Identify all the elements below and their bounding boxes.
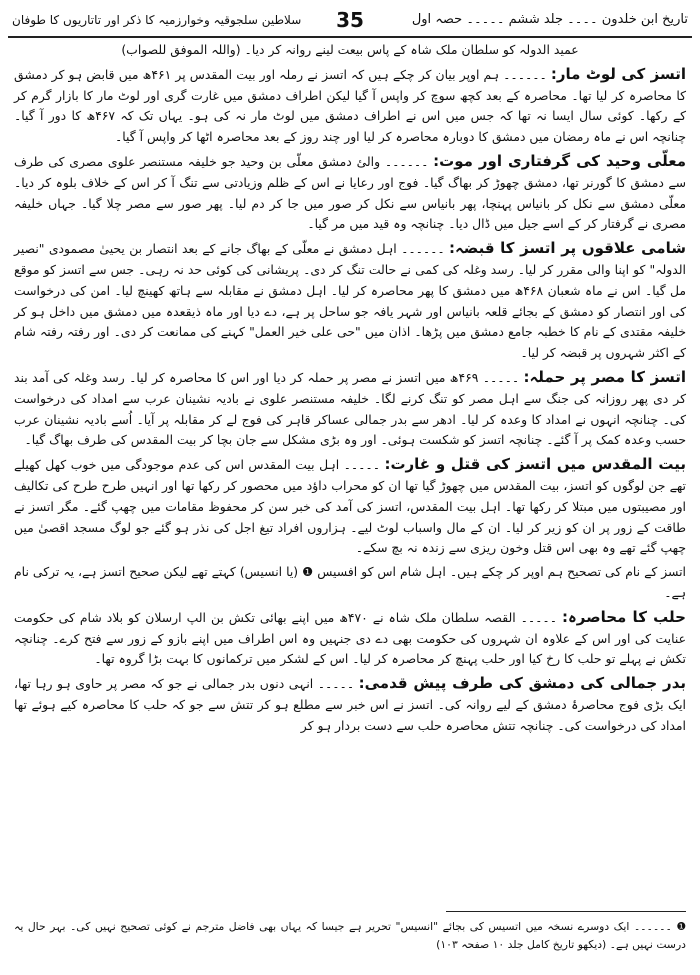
section-heading: بیت المقدس میں اتسز کی قتل و غارت:	[384, 455, 686, 474]
section-heading: اتسز کی لوٹ مار:	[550, 64, 687, 83]
page-header	[8, 8, 692, 34]
section-paragraph	[14, 607, 686, 670]
section-heading: معلّی وحید کی گرفتاری اور موت:	[433, 151, 686, 170]
chapter-title: سلاطین سلجوقیہ وخوارزمیہ کا ذکر اور تاتاریوں کا طوفان	[12, 13, 302, 27]
page-content	[8, 38, 692, 737]
section-body: ۔۔۔۔۔ ۴۶۹ھ میں اتسز نے مصر پر حملہ کر دیا اور اس کا محاصرہ کر لیا۔ رسد وغلہ کی آمد بند کر دی پھر روزانہ کی جنگ سے اہل مصر کو تنگ کرنے لگا۔ خلیفہ مستنصر علوی نے بادیہ نشینان عرب سے امداد کی درخواست کی۔ چنانچہ انہوں نے امداد کا وعدہ کر لیا۔ ادھر سے بدر جمالی عساکر قاہر کی فوج لے کر مقابلہ پر آیا۔ اُسے بادیہ نشینان عرب حسب وعدہ کمک پر آ گئے۔ چنانچہ اتسز کو شکست ہوئی۔ اور وہ بڑی مشکل سے جان بچا کر بیت المقدس کی طرف بھاگ گیا۔	[14, 369, 686, 448]
section-body: ۔۔۔۔۔ انہی دنوں بدر جمالی نے جو کہ مصر پر حاوی ہو رہا تھا، ایک بڑی فوج محاصرۂ دمشق کے لیے روانہ کی۔ اتسز نے اس خبر سے مطلع ہو کر تتش سے جو کہ حلب کا محاصرہ کیے ہوئے تھا امداد کی درخواست کی۔ چنانچہ تتش محاصرہ حلب سے دست بردار ہو کر	[14, 676, 686, 733]
section-paragraph	[14, 64, 686, 148]
section-paragraph	[14, 238, 686, 364]
section-paragraph	[14, 151, 686, 235]
section-body: ۔۔۔۔۔ اہل بیت المقدس اس کی عدم موجودگی میں خوب کھل کھیلے تھے جن لوگوں کو اتسز، بیت المقدس میں چھوڑ گیا تھا ان کو محراب داؤد میں محصور کر رکھا تھا اور انہیں طرح طرح کی تکالیف اور مصیبتوں میں مبتلا کر رکھا تھا۔ اہل بیت المقدس، اتسز کی آمد کی خبر سن کر محفوظ مقامات میں چھپ گئے۔ مگر اتسز نے طاقت کے زور پر ان کو زیر کر لیا۔ ان کے مال واسباب لوٹ لیے۔ ہزاروں افراد تیغ اجل کی نذر ہو گئے جو لوگ مسجد اقصیٰ میں چھپ گئے تھے وہ بھی اس قتل وخون ریزی سے زندہ نہ بچ سکے۔	[14, 457, 686, 556]
footnote-rule	[446, 911, 686, 912]
name-note: اتسز کے نام کی تصحیح ہم اوپر کر چکے ہیں۔ اہل شام اس کو افسیس ❶ (یا انسیس) کہتے تھے لیکن صحیح اتسز ہے، یہ ترکی نام ہے۔	[14, 564, 686, 600]
book-page	[8, 8, 692, 968]
section-body: ۔۔۔۔۔ القصہ سلطان ملک شاہ نے ۴۷۰ھ میں اپنے بھائی تکش بن الپ ارسلان کو بلاد شام کی حکومت عنایت کی اور اس کے علاوہ ان شہروں کی حکومت بھی دے دی جنہیں وہ اس اطراف میں اپنے بازو کے زور سے فتح کرے۔ چنانچہ تکش نے پہلے تو حلب کا رخ کیا اور حلب پہنچ کر محاصرہ کر لیا۔ اس کے لشکر میں ترکمانوں کا بہت بڑا گروہ تھا۔	[14, 609, 686, 667]
intro-line: عمید الدولہ کو سلطان ملک شاہ کے پاس بیعت لینے روانہ کر دیا۔ (واللہ الموفق للصواب)	[121, 42, 579, 57]
section-body: ۔۔۔۔۔۔ والئ دمشق معلّی بن وحید جو خلیفہ مستنصر علوی مصری کی طرف سے دمشق کا گورنر تھا، دمشق چھوڑ کر بھاگ گیا۔ فوج اور رعایا نے اس کے ظلم وزیادتی سے تنگ آ کر اس کے خلاف بلوہ کر دیا۔ معلّی دمشق سے نکل کر بانیاس پہنچا، پھر بانیاس سے نکل کر صور میں جا کر دم لیا۔ پھر صور سے مصر چلا گیا۔ جہاں خلیفہ مصری نے گرفتار کر کے اسے جیل میں ڈال دیا۔ چنانچہ وہ قید میں مر گیا۔	[14, 153, 686, 232]
section-paragraph	[14, 367, 686, 451]
section-heading: اتسز کا مصر پر حملہ:	[523, 367, 686, 386]
section-paragraph	[14, 673, 686, 736]
section-body: ۔۔۔۔۔۔ اہل دمشق نے معلّی کے بھاگ جانے کے بعد انتصار بن یحییٰ مصمودی "نصیر الدولہ" کو اپنا والی مقرر کر لیا۔ رسد وغلہ کی کمی نے حالت تنگ کر دی۔ پریشانی کی کوئی حد نہ رہی۔ جس سے اتسز کو موقع مل گیا۔ اس نے ماہ شعبان ۴۶۸ھ میں دمشق کا پھر محاصرہ کر لیا۔ اہل دمشق نے مقابلہ سے ہاتھ کھینچ لیا۔ امن کی درخواست کی اور انتصار کو دمشق کے بجائے قلعہ بانیاس اور شہر یافہ جو ساحل پر ہے، دے دیا اور ماہ ذیقعدہ میں دمشق میں داخل ہو کر خلیفہ مقتدی کے نام کا خطبہ جامع دمشق میں پڑھا۔ اذان میں "حی علی خیر العمل" کہنے کی ممانعت کر دی۔ اور رفتہ رفتہ شام کے اکثر شہروں پر قبضہ کر لیا۔	[14, 241, 686, 361]
footnote: ❶ ۔۔۔۔۔۔ ایک دوسرے نسخہ میں اتسیس کی بجائے "انسیس" تحریر ہے جیسا کہ یہاں بھی فاضل مترجم نے کوئی تصحیح نہیں کی۔ بہر حال یہ درست نہیں ہے۔ (دیکھو تاریخ کامل جلد ۱۰ صفحہ ۱۰۳)	[14, 920, 686, 951]
book-title: تاریخ ابن خلدون ۔۔۔۔ جلد ششم ۔۔۔۔۔ حصہ اول	[411, 12, 688, 27]
section-paragraph	[14, 454, 686, 559]
section-heading: شامی علاقوں پر اتسز کا قبضہ:	[449, 239, 686, 258]
section-body: ۔۔۔۔۔۔ ہم اوپر بیان کر چکے ہیں کہ اتسز نے رملہ اور بیت المقدس پر ۴۶۱ھ میں قابض ہو کر دمشق کا محاصرہ کر لیا تھا۔ محاصرہ کے بعد کچھ سوچ کر واپس آ گیا لیکن اطراف دمشق میں غارت گری اور لوٹ مار کا بازار گرم کر کے رکھا۔ کوئی سال ایسا نہ تھا کہ جس میں اس نے اطراف دمشق میں لوٹ مار نہ کی ہو۔ یہاں تک کہ ۴۶۷ھ کا دور آ گیا۔ چنانچہ اس نے ماہ رمضان میں دمشق کا دوبارہ محاصرہ کر لیا اور چند روز کے بعد محاصرہ اٹھا کر واپس آ گیا۔	[14, 66, 686, 145]
section-heading: بدر جمالی کی دمشق کی طرف پیش قدمی:	[358, 674, 686, 693]
section-heading: حلب کا محاصرہ:	[561, 607, 686, 626]
page-number: 35	[336, 8, 364, 32]
